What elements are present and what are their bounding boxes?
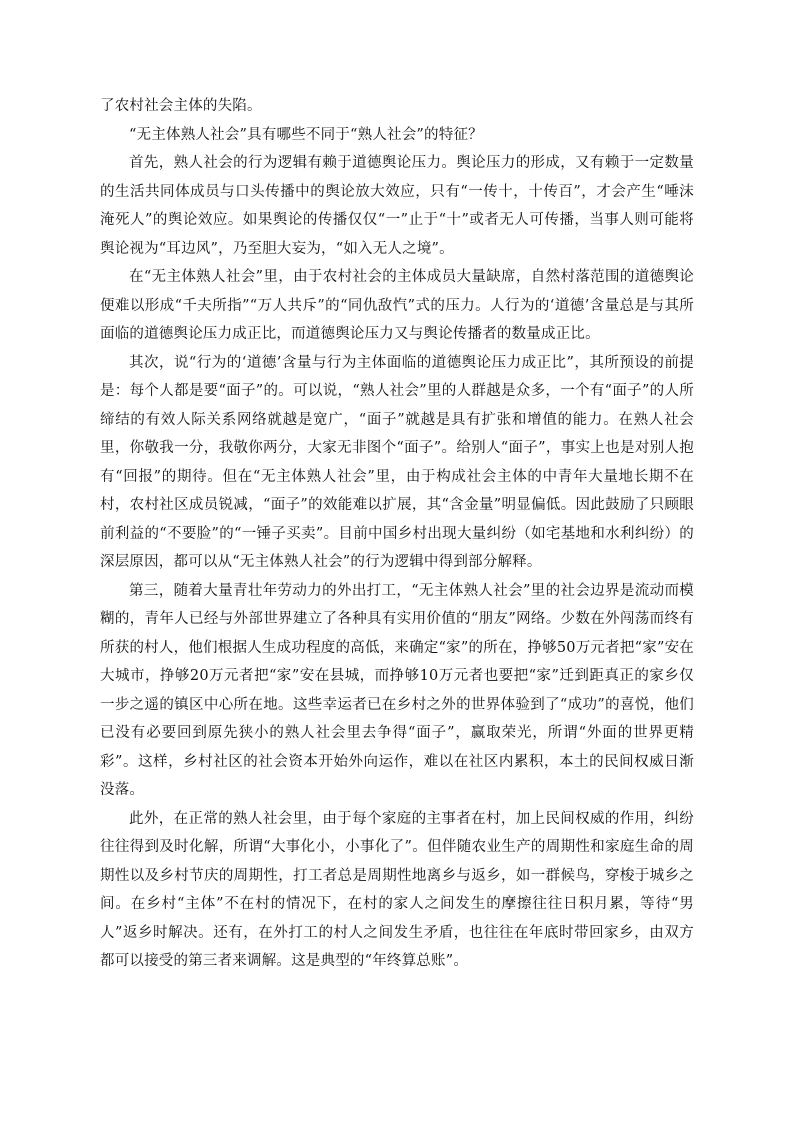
paragraph-second-feature: 其次，说“行为的‘道德’含量与行为主体面临的道德舆论压力成正比”，其所预设的前提是：每个人都是要“面子”的。可以说，“熟人社会”里的人群越是众多，一个有“面子”的人所缔结的有效人际关系网络就越是宽广，“面子”就越是具有扩张和增值的能力。在熟人社会里，你敬我一分，我敬你两分，大家无非图个“面子”。给别人“面子”，事实上也是对别人抱有“回报”的期待。但在“无主体熟人社会”里，由于构成社会主体的中青年大量地长期不在村，农村社区成员锐减，“面子”的效能难以扩展，其“含金量”明显偏低。因此鼓励了只顾眼前利益的“不要脸”的“一锤子买卖”。目前中国乡村出现大量纠纷（如宅基地和水利纠纷）的深层原因，都可以从“无主体熟人社会”的行为逻辑中得到部分解释。 — [100, 354, 694, 570]
paragraph-first-feature: 首先，熟人社会的行为逻辑有赖于道德舆论压力。舆论压力的形成，又有赖于一定数量的生活共同体成员与口头传播中的舆论放大效应，只有“一传十，十传百”，才会产生“唾沫淹死人”的舆论效应。如果舆论的传播仅仅“一”止于“十”或者无人可传播，当事人则可能将舆论视为“耳边风”，乃至胆大妄为，“如入无人之境”。 — [100, 155, 694, 257]
document-body — [100, 92, 694, 976]
paragraph-additional-feature: 此外，在正常的熟人社会里，由于每个家庭的主事者在村，加上民间权威的作用，纠纷往往得到及时化解，所谓“大事化小，小事化了”。但伴随农业生产的周期性和家庭生命的周期性以及乡村节庆的周期性，打工者总是周期性地离乡与返乡，如一群候鸟，穿梭于城乡之间。在乡村“主体”不在村的情况下，在村的家人之间发生的摩擦往往日积月累，等待“男人”返乡时解决。还有，在外打工的村人之间发生矛盾，也往往在年底时带回家乡，由双方都可以接受的第三者来调解。这是典型的“年终算总账”。 — [100, 810, 694, 969]
paragraph-third-feature: 第三，随着大量青壮年劳动力的外出打工，“无主体熟人社会”里的社会边界是流动而模糊的，青年人已经与外部世界建立了各种具有实用价值的“朋友”网络。少数在外闯荡而终有所获的村人，他们根据人生成功程度的高低，来确定“家”的所在，挣够50万元者把“家”安在大城市，挣够20万元者把“家”安在县城，而挣够10万元者也要把“家”迁到距真正的家乡仅一步之遥的镇区中心所在地。这些幸运者已在乡村之外的世界体验到了“成功”的喜悦，他们已没有必要回到原先狭小的熟人社会里去争得“面子”，赢取荣光，所谓“外面的世界更精彩”。这样，乡村社区的社会资本开始外向运作，难以在社区内累积，本土的民间权威日渐没落。 — [100, 582, 694, 798]
paragraph-moral-pressure: 在“无主体熟人社会”里，由于农村社会的主体成员大量缺席，自然村落范围的道德舆论便难以形成“千夫所指”“万人共斥”的“同仇敌忾”式的压力。人行为的‘道德’含量总是与其所面临的道德舆论压力成正比，而道德舆论压力又与舆论传播者的数量成正比。 — [100, 269, 694, 342]
paragraph-continuation: 了农村社会主体的失陷。 — [100, 98, 262, 114]
paragraph-question: “无主体熟人社会”具有哪些不同于“熟人社会”的特征？ — [129, 126, 483, 143]
